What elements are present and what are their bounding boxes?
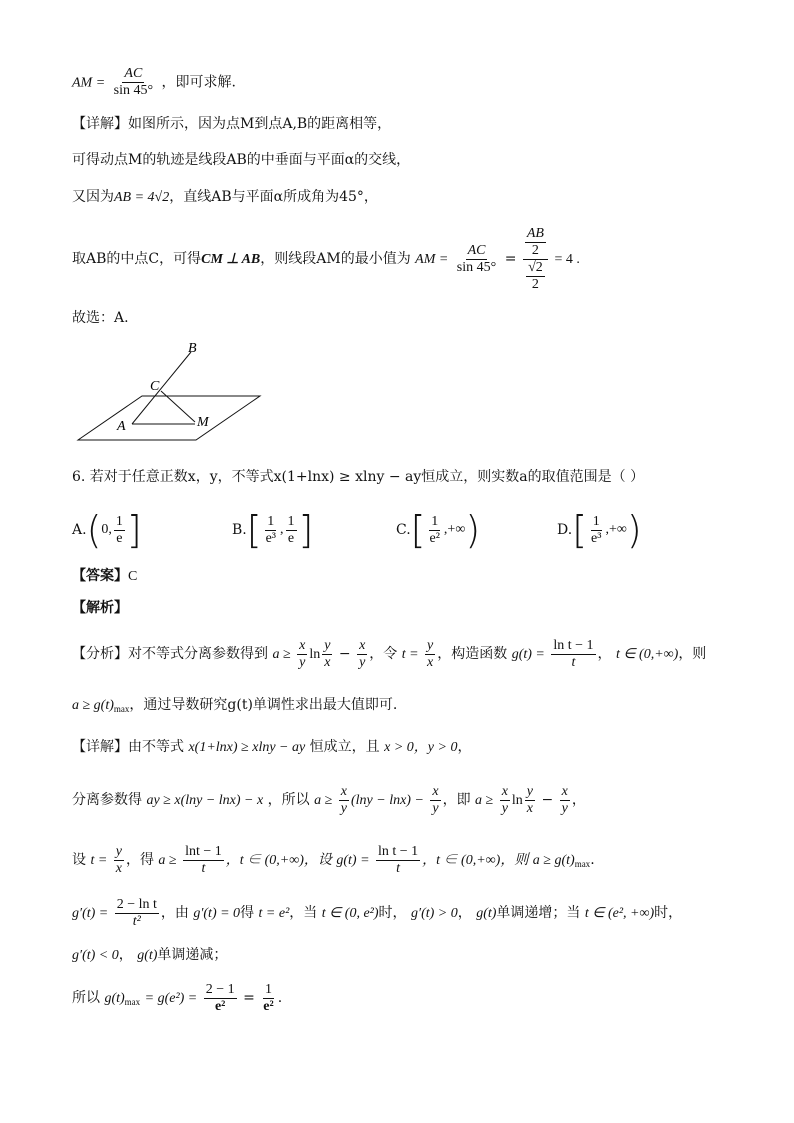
geometry-figure [72, 336, 272, 446]
detail6-line1: 【详解】由不等式 x(1+lnx) ≥ xlny − ay 恒成立，且 x > 0，y > 0， [72, 739, 472, 755]
fenxi-line1: 【分析】对不等式分离参数得到 a ≥ $\frac{x}{y}$ ln $\frac{y}{x}$ − $\frac{x}{y}$ ，令 t = $\frac{y}{x}$ ，构造函数 g(t) = $\frac{\text{ln t − 1}}{t}$ ， t ∈ (0,+∞)，则 [72, 637, 707, 670]
detail5-line4: 取AB的中点C，可得CM ⊥ AB，则线段AM的最小值为 AM = $\frac{AC}{\sin 45^\circ}$ = $\frac{\frac{AB}{2}}{\frac{√2}{2}}$ = 4 . [72, 225, 580, 292]
fenxi-line2: $a \ge g(t)_{max}$，通过导数研究g(t)单调性求出最大值即可. [72, 697, 398, 714]
intro-line [72, 66, 236, 99]
detail5-line1: 【详解】如图所示，因为点M到点A,B的距离相等， [72, 116, 392, 132]
label-c: C [150, 379, 160, 394]
jiexi-heading: 【解析】 [72, 600, 128, 616]
label-m: M [197, 415, 209, 430]
option-a: A. ( 0, $\frac{1}{e}$ ] [72, 508, 142, 552]
option-d: D. [ $\frac{1}{\text{e³}}$ ,+∞ ) [557, 508, 642, 552]
detail5-line3: 又因为AB = 4√2，直线AB与平面α所成角为45°， [72, 189, 378, 205]
plane-alpha [78, 396, 260, 440]
label-a: A [117, 419, 126, 434]
detail6-line6: 所以 $g(t)_{max} = g(e^2)$ = $\frac{2 - 1}{\text{e²}}$ = $\frac{1}{\text{e²}}$ . [72, 981, 283, 1014]
intro-tail: ，即可求解. [161, 74, 236, 91]
detail6-line5: g′(t) < 0， g(t)单调递减； [72, 947, 228, 963]
detail6-line3: 设 t = $\frac{y}{x}$ ，得 a ≥ $\frac{\ln t - 1}{t}$ ，t ∈ (0,+∞)，设 g(t) = $\frac{\text{ln t − 1}}{t}$ ，t ∈ (0,+∞)，则 $a \ge g(t)_{max}$. [72, 843, 595, 876]
detail6-line2: 分离参数得 ay ≥ x(lny − lnx) − x ，所以 a ≥ $\frac{x}{y}$ (lny − lnx) − $\frac{x}{y}$ ，即 a ≥ $\frac{x}{y}$ ln $\frac{y}{x}$ − $\frac{x}{y}$ ， [72, 783, 586, 816]
intro-lhs: AM = [72, 75, 106, 91]
option-b: B. [ $\frac{1}{\text{e³}}$ , $\frac{1}{e}$ ] [232, 508, 314, 552]
detail6-line4: g′(t) = $\frac{\text{2 − ln t}}{\text{t²}}$ ，由 g′(t) = 0得 t = e²，当 t ∈ (0, e²)时， g′(t) > 0， g(t)单调递增；当 t ∈ (e², +∞)时， [72, 896, 683, 929]
option-c: C. [ $\frac{1}{\text{e²}}$ ,+∞ ) [396, 508, 481, 552]
intro-fraction: $\frac{AC}{\sin 45^\circ}$ [113, 66, 154, 98]
segment-ab [132, 352, 191, 424]
answer6: 【答案】C [72, 568, 138, 584]
answer5: 故选：A. [72, 310, 129, 326]
nested-fraction: $\frac{\frac{AB}{2}}{\frac{√2}{2}}$ [523, 226, 548, 293]
detail5-line2: 可得动点M的轨迹是线段AB的中垂面与平面α的交线， [72, 152, 411, 168]
am-fraction: $\frac{AC}{\sin 45^\circ}$ [456, 242, 497, 275]
q6-stem: 6. 若对于任意正数x，y，不等式x(1+lnx) ≥ xlny − ay恒成立，则实数a的取值范围是（ ） [72, 469, 645, 485]
label-b: B [188, 341, 197, 356]
